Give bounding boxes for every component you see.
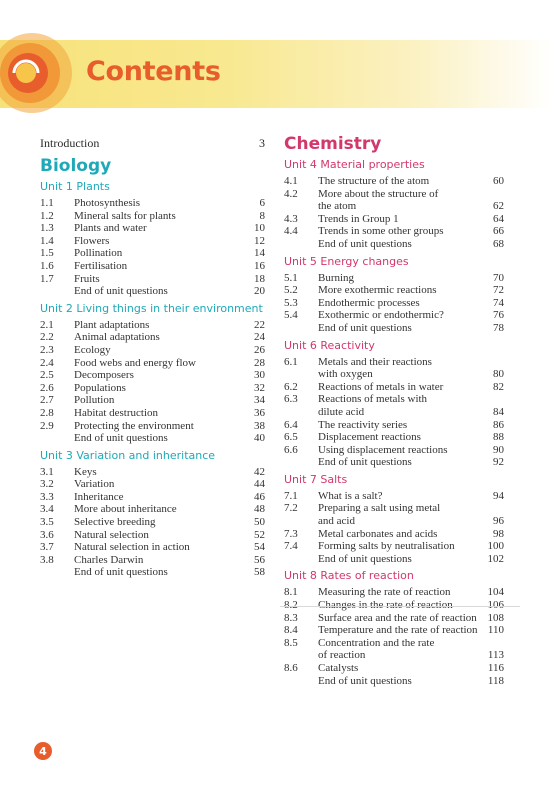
toc-entry[interactable]: [284, 368, 504, 381]
toc-entry[interactable]: [284, 490, 504, 503]
toc-entry-title: Protecting the environment: [74, 419, 194, 432]
toc-entry[interactable]: [40, 344, 265, 357]
toc-entry-page: [482, 502, 504, 515]
toc-entry-title: Animal adaptations: [74, 331, 160, 344]
toc-entry-page: 10: [254, 222, 265, 235]
toc-entry-page: [482, 637, 504, 650]
introduction-page: 3: [259, 136, 265, 150]
toc-entry[interactable]: [40, 420, 265, 433]
toc-entry[interactable]: [40, 503, 265, 516]
toc-entry[interactable]: [40, 357, 265, 370]
toc-entry-page: 76: [493, 309, 504, 322]
toc-entry[interactable]: [40, 407, 265, 420]
toc-entry[interactable]: [284, 528, 504, 541]
toc-entry-title: End of unit questions: [318, 237, 412, 250]
toc-entry[interactable]: [284, 272, 504, 285]
toc-entry-num: 1.6: [40, 259, 54, 272]
toc-entry-num: 2.3: [40, 343, 54, 356]
toc-entry-title: Using displacement reactions: [318, 443, 448, 456]
toc-entry-num: 7.3: [284, 527, 298, 540]
toc-entry-page: [482, 356, 504, 369]
toc-entry-num: 4.3: [284, 212, 298, 225]
toc-entry-num: 6.6: [284, 443, 298, 456]
unit-heading: Unit 8 Rates of reaction: [284, 569, 414, 583]
toc-entry-num: 3.5: [40, 516, 54, 529]
toc-entry-page: 92: [493, 456, 504, 469]
left-column: [40, 130, 265, 583]
toc-entry-page: 94: [493, 489, 504, 502]
toc-entry-num: 4.2: [284, 187, 298, 200]
toc-entry-title: Inheritance: [74, 490, 124, 503]
toc-entry-page: [482, 393, 504, 406]
toc-entry-page: 113: [487, 649, 504, 662]
unit-heading: Unit 1 Plants: [40, 180, 110, 193]
biology-units: [40, 180, 265, 579]
toc-entry-title: Selective breeding: [74, 516, 156, 529]
unit-heading: Unit 2 Living things in their environment: [40, 301, 263, 315]
toc-entry[interactable]: [40, 541, 265, 554]
introduction-entry[interactable]: [40, 136, 265, 150]
toc-entry-page: 66: [493, 225, 504, 238]
toc-entry-page: 40: [254, 432, 265, 445]
toc-entry[interactable]: [40, 235, 265, 248]
toc-entry[interactable]: [284, 393, 504, 406]
toc-entry[interactable]: [40, 516, 265, 529]
unit-block: [284, 158, 504, 251]
toc-entry-title: Endothermic processes: [318, 296, 420, 309]
toc-entry-num: 6.4: [284, 418, 298, 431]
toc-entry-title: and acid: [318, 515, 355, 528]
toc-entry[interactable]: [284, 356, 504, 369]
toc-entry-num: 7.2: [284, 502, 298, 515]
toc-entry-page: 12: [254, 234, 265, 247]
toc-entry-num: 2.5: [40, 369, 54, 382]
toc-entry-title: Forming salts by neutralisation: [318, 540, 455, 553]
toc-entry[interactable]: [284, 444, 504, 457]
toc-entry[interactable]: [284, 586, 504, 599]
toc-entry[interactable]: [284, 662, 504, 675]
toc-entry-page: 70: [493, 271, 504, 284]
toc-entry-title: Flowers: [74, 234, 110, 247]
toc-entry-num: 5.4: [284, 309, 298, 322]
toc-entry-title: End of unit questions: [318, 456, 412, 469]
toc-entry[interactable]: [284, 624, 504, 637]
toc-entry-title: Photosynthesis: [74, 197, 141, 209]
unit-heading: Unit 6 Reactivity: [284, 338, 375, 352]
toc-entry-title: More about inheritance: [74, 503, 177, 516]
toc-entry[interactable]: [284, 553, 504, 566]
toc-entry[interactable]: [284, 175, 504, 188]
toc-entry-page: 98: [493, 527, 504, 540]
toc-entry[interactable]: [40, 382, 265, 395]
toc-entry[interactable]: [40, 529, 265, 542]
toc-entry-title: Concentration and the rate: [318, 636, 435, 649]
toc-entry[interactable]: [284, 238, 504, 251]
toc-entry-title: Habitat destruction: [74, 406, 159, 419]
toc-entry-num: 1.4: [40, 234, 54, 247]
toc-entry-title: Preparing a salt using metal: [318, 502, 441, 515]
toc-entry-title: Metals and their reactions: [318, 355, 432, 368]
toc-entry-page: 34: [254, 394, 265, 407]
toc-entry[interactable]: [40, 260, 265, 273]
toc-entry-title: End of unit questions: [318, 674, 412, 687]
toc-entry-title: The structure of the atom: [318, 175, 430, 187]
toc-entry-page: 104: [487, 586, 504, 599]
toc-entry-num: 8.3: [284, 611, 298, 624]
toc-entry-num: 4.4: [284, 225, 298, 238]
toc-entry[interactable]: [284, 200, 504, 213]
unit-block: [40, 449, 265, 579]
toc-entry-num: 2.1: [40, 318, 54, 331]
chemistry-units: [284, 158, 504, 687]
unit-block: [40, 302, 265, 445]
toc-entry-title: Charles Darwin: [74, 553, 144, 566]
toc-entry[interactable]: [40, 210, 265, 223]
toc-entry[interactable]: [40, 331, 265, 344]
unit-block: [284, 339, 504, 469]
toc-entry[interactable]: [40, 197, 265, 210]
toc-entry-num: 2.6: [40, 381, 54, 394]
swirl-logo-icon: [0, 28, 84, 118]
toc-entry-num: 1.3: [40, 222, 54, 235]
toc-entry-num: 1.2: [40, 209, 54, 222]
toc-entry-title: Keys: [74, 465, 97, 478]
toc-entry[interactable]: [40, 273, 265, 286]
toc-entry-page: 62: [493, 200, 504, 213]
toc-entry-page: 44: [254, 478, 265, 491]
toc-entry[interactable]: [284, 515, 504, 528]
toc-entry[interactable]: [40, 222, 265, 235]
toc-entry-title: Plants and water: [74, 222, 147, 235]
toc-entry-page: 72: [493, 284, 504, 297]
toc-entry[interactable]: [284, 419, 504, 432]
toc-entry-page: 8: [259, 209, 265, 222]
toc-entry-page: 82: [493, 380, 504, 393]
toc-entry[interactable]: [284, 612, 504, 625]
page-number-badge: 4: [34, 742, 52, 760]
toc-entry[interactable]: [284, 637, 504, 650]
toc-entry[interactable]: [284, 188, 504, 201]
toc-entry-title: Trends in some other groups: [318, 225, 444, 238]
toc-entry-page: 110: [487, 624, 504, 637]
toc-entry-page: 30: [254, 369, 265, 382]
toc-entry-num: 7.4: [284, 540, 298, 553]
toc-entry-num: 2.2: [40, 331, 54, 344]
toc-entry-title: End of unit questions: [318, 552, 412, 565]
toc-entry-num: 6.2: [284, 380, 298, 393]
toc-entry-num: 3.7: [40, 541, 54, 554]
toc-entry-page: 16: [254, 259, 265, 272]
toc-entry-title: Reactions of metals in water: [318, 380, 444, 393]
toc-entry-num: 8.5: [284, 636, 298, 649]
toc-entry[interactable]: [284, 502, 504, 515]
toc-entry-title: dilute acid: [318, 405, 365, 418]
toc-entry-title: What is a salt?: [318, 489, 383, 502]
toc-entry-page: 86: [493, 418, 504, 431]
toc-entry-title: Decomposers: [74, 369, 134, 382]
toc-entry[interactable]: [40, 285, 265, 298]
toc-entry-num: 8.4: [284, 624, 298, 637]
toc-entry[interactable]: [284, 381, 504, 394]
toc-entry[interactable]: [284, 225, 504, 238]
toc-entry-title: Temperature and the rate of reaction: [318, 624, 478, 637]
toc-entry-page: 68: [493, 237, 504, 250]
toc-entry-num: 8.1: [284, 586, 298, 599]
toc-entry-num: 5.1: [284, 271, 298, 284]
toc-entry-page: 64: [493, 212, 504, 225]
toc-entry-title: Exothermic or endothermic?: [318, 309, 444, 322]
unit-block: [284, 473, 504, 566]
toc-entry-num: 5.3: [284, 296, 298, 309]
toc-entry-page: 50: [254, 516, 265, 529]
toc-entry-page: 22: [254, 318, 265, 331]
chemistry-heading: Chemistry: [284, 134, 382, 154]
toc-entry-title: Natural selection in action: [74, 541, 190, 554]
right-column: [284, 130, 504, 691]
toc-entry-title: Fertilisation: [74, 259, 128, 272]
unit-heading: Unit 5 Energy changes: [284, 254, 409, 268]
toc-entry-title: More exothermic reactions: [318, 284, 437, 297]
toc-entry-title: Populations: [74, 381, 126, 394]
toc-entry-num: 4.1: [284, 175, 298, 187]
toc-entry-title: Burning: [318, 271, 355, 284]
toc-entry-page: 102: [487, 552, 504, 565]
toc-entry-title: Catalysts: [318, 662, 359, 674]
toc-entry-num: 6.1: [284, 355, 298, 368]
toc-entry-num: 2.7: [40, 394, 54, 407]
toc-entry-page: 28: [254, 356, 265, 369]
toc-entry-page: 116: [487, 662, 504, 674]
toc-entry-num: 5.2: [284, 284, 298, 297]
toc-entry-page: 24: [254, 331, 265, 344]
toc-entry-num: 3.1: [40, 465, 54, 478]
toc-entry-page: [482, 188, 504, 201]
toc-entry-num: 3.8: [40, 553, 54, 566]
toc-entry-page: 56: [254, 553, 265, 566]
toc-entry-num: 1.7: [40, 272, 54, 285]
toc-entry-num: 7.1: [284, 489, 298, 502]
toc-entry-num: 3.2: [40, 478, 54, 491]
toc-entry-page: 6: [259, 197, 265, 209]
unit-heading: Unit 4 Material properties: [284, 158, 425, 171]
toc-entry[interactable]: [284, 456, 504, 469]
introduction-label: Introduction: [40, 136, 100, 150]
unit-block: [40, 180, 265, 298]
toc-entry[interactable]: [40, 566, 265, 579]
toc-entry-page: 52: [254, 528, 265, 541]
toc-entry[interactable]: [40, 554, 265, 567]
toc-entry-title: Natural selection: [74, 528, 149, 541]
toc-entry-title: The reactivity series: [318, 418, 408, 431]
toc-entry-title: Pollution: [74, 394, 115, 407]
toc-entry[interactable]: [284, 649, 504, 662]
toc-entry-num: 3.6: [40, 528, 54, 541]
toc-entry-page: 14: [254, 247, 265, 260]
toc-entry-title: End of unit questions: [74, 432, 168, 445]
toc-entry-num: 3.4: [40, 503, 54, 516]
toc-entry-num: 6.5: [284, 431, 298, 444]
toc-entry[interactable]: [40, 432, 265, 445]
toc-entry-page: 118: [487, 674, 504, 687]
toc-entry-title: Trends in Group 1: [318, 212, 399, 225]
toc-entry[interactable]: [40, 394, 265, 407]
toc-entry-page: 48: [254, 503, 265, 516]
toc-entry[interactable]: [40, 369, 265, 382]
page-title: Contents: [86, 56, 221, 87]
toc-entry-page: 78: [493, 321, 504, 334]
toc-entry-num: 2.4: [40, 356, 54, 369]
toc-entry-page: 100: [487, 540, 504, 553]
toc-entry-num: 1.5: [40, 247, 54, 260]
toc-entry-title: with oxygen: [318, 368, 373, 381]
toc-entry-num: 6.3: [284, 393, 298, 406]
toc-entry[interactable]: [40, 491, 265, 504]
toc-entry-page: 84: [493, 405, 504, 418]
toc-entry-title: Fruits: [74, 272, 100, 285]
toc-entry-num: 1.1: [40, 197, 54, 209]
toc-entry-title: Reactions of metals with: [318, 393, 428, 406]
toc-entry[interactable]: [284, 406, 504, 419]
toc-entry-title: End of unit questions: [74, 566, 168, 579]
toc-entry-title: Ecology: [74, 343, 111, 356]
toc-entry-page: 32: [254, 381, 265, 394]
toc-entry-title: Metal carbonates and acids: [318, 527, 438, 540]
toc-entry-num: 3.3: [40, 490, 54, 503]
toc-entry-title: Measuring the rate of reaction: [318, 586, 451, 599]
toc-entry[interactable]: [284, 322, 504, 335]
toc-entry-page: 90: [493, 443, 504, 456]
toc-entry-page: 108: [487, 611, 504, 624]
unit-block: [284, 255, 504, 335]
toc-entry-title: End of unit questions: [318, 321, 412, 334]
toc-entry-title: Plant adaptations: [74, 318, 150, 331]
unit-heading: Unit 3 Variation and inheritance: [40, 448, 216, 462]
toc-entry-page: 96: [493, 515, 504, 528]
toc-entry-page: 20: [254, 285, 265, 298]
toc-entry[interactable]: [284, 540, 504, 553]
toc-entry-page: 38: [254, 419, 265, 432]
toc-entry[interactable]: [284, 309, 504, 322]
toc-entry[interactable]: [284, 284, 504, 297]
unit-block: [284, 569, 504, 687]
biology-heading: Biology: [40, 156, 112, 176]
toc-entry[interactable]: [284, 431, 504, 444]
toc-entry-page: 60: [493, 175, 504, 187]
toc-entry-title: Food webs and energy flow: [74, 356, 196, 369]
toc-entry[interactable]: [40, 478, 265, 491]
unit-heading: Unit 7 Salts: [284, 472, 348, 486]
toc-entry-title: Surface area and the rate of reaction: [318, 611, 477, 624]
toc-entry-title: More about the structure of: [318, 187, 439, 200]
toc-entry[interactable]: [40, 247, 265, 260]
toc-entry-page: 26: [254, 343, 265, 356]
toc-entry-title: End of unit questions: [74, 285, 168, 298]
toc-entry[interactable]: [40, 319, 265, 332]
toc-entry-page: 46: [254, 490, 265, 503]
toc-entry-title: of reaction: [318, 649, 366, 662]
toc-entry-page: 54: [254, 541, 265, 554]
toc-entry-page: 42: [254, 465, 265, 478]
toc-entry-title: the atom: [318, 200, 357, 213]
toc-entry-num: 2.9: [40, 419, 54, 432]
toc-entry[interactable]: [284, 675, 504, 688]
toc-entry-page: 74: [493, 296, 504, 309]
toc-entry-page: 80: [493, 368, 504, 381]
divider-line: [280, 606, 520, 607]
toc-entry[interactable]: [284, 213, 504, 226]
toc-entry-title: Variation: [74, 478, 115, 491]
toc-entry-title: Mineral salts for plants: [74, 209, 176, 222]
toc-entry-page: 18: [254, 272, 265, 285]
toc-entry-page: 36: [254, 406, 265, 419]
toc-entry-num: 2.8: [40, 406, 54, 419]
toc-entry-page: 58: [254, 566, 265, 579]
toc-entry-num: 8.6: [284, 662, 298, 674]
toc-entry-page: 88: [493, 431, 504, 444]
toc-entry[interactable]: [284, 297, 504, 310]
toc-entry-title: Displacement reactions: [318, 431, 421, 444]
toc-entry-title: Pollination: [74, 247, 123, 260]
toc-entry[interactable]: [40, 466, 265, 479]
